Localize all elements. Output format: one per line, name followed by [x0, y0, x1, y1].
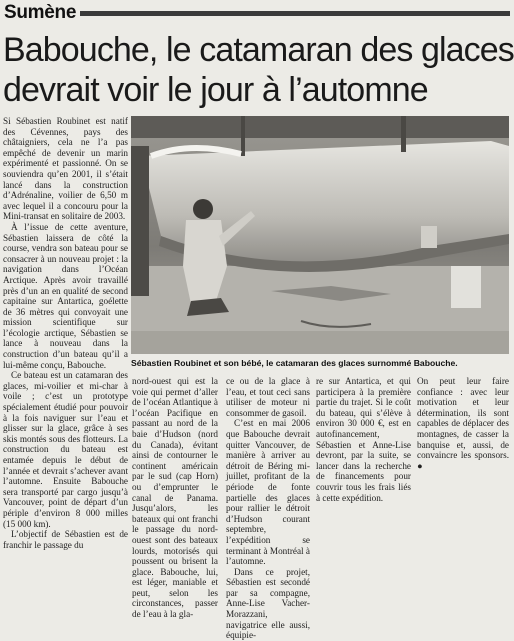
paragraph: re sur Antartica, et qui participera à la première partie du trajet. Si le coût du bateau, qui s’élève à environ 30 000 €, est en autofinancement, Sébastien et Anne-Lise devront, par la suite, se lancer dans la recherche de financements pour couvrir tous les frais liés à cette expédition. — [316, 376, 411, 503]
article-headline — [3, 30, 514, 110]
paragraph: Si Sébastien Roubinet est natif des Cévennes, pays des châtaigniers, cela ne l’a pas empêché de devenir un marin expérimenté et passionné. On se souviendra qu’en 2001, il s’était lancé dans la construction d’Adrénaline, voilier de 6,50 m avec lequel il a concouru pour la Mini-transat en solitaire de 2003. — [3, 116, 128, 222]
photo-caption: Sébastien Roubinet et son bébé, le catamaran des glaces surnommé Babouche. — [131, 358, 458, 368]
paragraph: ce ou de la glace à l’eau, et tout ceci sans utiliser de moteur ni consommer de gasoil. — [226, 376, 310, 418]
section-name: Sumène — [4, 2, 77, 23]
paragraph: On peut leur faire confiance : avec leur motivation et leur détermination, ils sont capables de déplacer des montagnes, de casser la banquise et, aussi, de convaincre les sponsors. ● — [417, 376, 509, 471]
section-header — [2, 2, 510, 24]
paragraph: L’objectif de Sébastien est de franchir le passage du — [3, 529, 128, 550]
paragraph: Dans ce projet, Sébastien est secondé par sa compagne, Anne-Lise Vacher-Morazzani, navigatrice elle aussi, équipie- — [226, 566, 310, 641]
article-column-4 — [316, 376, 411, 540]
article-column-5 — [417, 376, 509, 540]
paragraph: nord-ouest qui est la voie qui permet d’aller de l’océan Atlantique à l’océan Pacifique en passant au nord de la baie d’Hudson (nord du Canada), évitant ainsi de contourner le continent américain par le sud (cap Horn) ou d’emprunter le canal de Panama. Jusqu’alors, les bateaux qui ont franchi le passage du nord-ouest sont des bateaux lourds, motorisés qui poussent ou brisent la glace. Babouche, lui, est léger, maniable et peut, selon les circonstances, passer de l’eau à la gla- — [132, 376, 218, 620]
article-column-2 — [132, 376, 218, 620]
paragraph: À l’issue de cette aventure, Sébastien laissera de côté la course, vendra son bateau pour se consacrer à un nouveau projet : la navigation dans l’Océan Arctique. Après avoir travaillé près d’un an en qualité de second capitaine sur Antartica, goélette de 36 mètres qui convoyait une mission scientifique sur l’écologie arctique, Sébastien se lance à nouveau dans la construction d’un bateau qu’il a lui-même conçu, Babouche. — [3, 221, 128, 370]
article-photo — [131, 116, 509, 354]
article-column-1 — [3, 116, 128, 550]
article-column-3 — [226, 376, 310, 641]
section-rule — [80, 11, 510, 16]
paragraph: Ce bateau est un catamaran des glaces, mi-voilier et mi-char à voile ; c’est un prototype spécialement étudié pour pouvoir à la fois naviguer sur l’eau et glisser sur la glace, grâce à ses skis montés sous des flotteurs. La construction du bateau est entamée depuis le début de l’année et devrait s’achever avant l’automne. Ensuite Babouche sera transporté par cargo jusqu’à Vancouver, point de départ d’un périple d’environ 8 000 milles (15 000 km). — [3, 370, 128, 529]
headline-line-1: Babouche, le catamaran des glaces — [3, 31, 514, 69]
paragraph: C’est en mai 2006 que Babouche devrait quitter Vancouver, de manière à arriver au détroit de Béring mi-juillet, profitant de la période de fonte partielle des glaces pour rallier le détroit d’Hudson courant septembre, l’expédition se terminant à Montréal à l’automne. — [226, 418, 310, 567]
photo-image — [131, 116, 509, 354]
headline-line-2: devrait voir le jour à l’automne — [3, 71, 428, 109]
